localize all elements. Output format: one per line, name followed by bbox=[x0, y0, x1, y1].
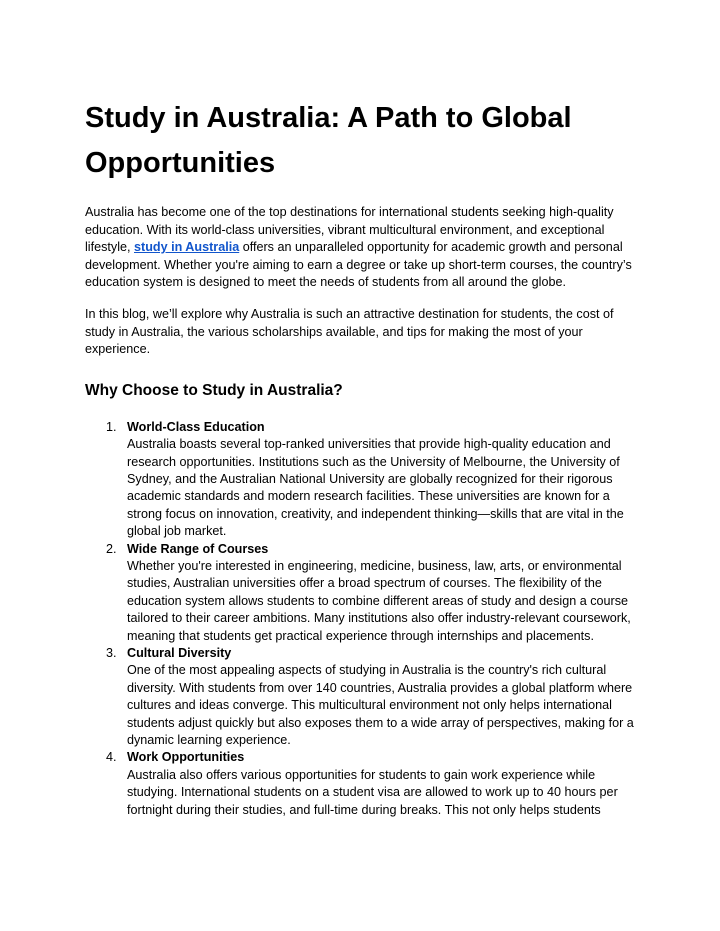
intro-text-after-link: offers an unparalleled opportunity for academic growth and personal development. Whether you're aiming to earn a degree or take up short-term courses, the country’s education system is designed to meet the needs of students from all around the globe. bbox=[85, 240, 632, 290]
list-item-heading: World-Class Education bbox=[127, 419, 265, 434]
list-item bbox=[85, 541, 640, 645]
intro-paragraph bbox=[85, 204, 640, 292]
list-item-number: 2. bbox=[106, 541, 117, 556]
page-title: Study in Australia: A Path to Global Opportunities bbox=[85, 102, 572, 179]
overview-paragraph: In this blog, we’ll explore why Australia is such an attractive destination for students, the cost of study in Australia, the various scholarships available, and tips for making the most of your experience. bbox=[85, 306, 614, 357]
list-item-heading: Wide Range of Courses bbox=[127, 541, 269, 556]
list-item-heading: Cultural Diversity bbox=[127, 646, 232, 661]
list-item bbox=[85, 645, 640, 749]
list-item-number: 3. bbox=[106, 646, 117, 661]
list-item-body: Whether you're interested in engineering, medicine, business, law, arts, or environmental studies, Australian universities offer a broad spectrum of courses. The flexibility of the education system allows students to combine different areas of study and design a course tailored to their career ambitions. Many institutions also offer industry-relevant coursework, meaning that students get practical experience through internships and placements. bbox=[127, 559, 631, 643]
reasons-list bbox=[85, 419, 640, 819]
list-item-body: Australia boasts several top-ranked universities that provide high-quality education and research opportunities. Institutions such as the University of Melbourne, the University of Sydney, and the Australian National University are globally recognized for their rigorous academic standards and modern research facilities. These universities are known for a strong focus on innovation, creativity, and independent thinking—skills that are vital in the global job market. bbox=[127, 437, 624, 539]
section-heading: Why Choose to Study in Australia? bbox=[85, 381, 343, 399]
study-in-australia-link[interactable]: study in Australia bbox=[134, 240, 240, 255]
list-item bbox=[85, 749, 640, 819]
list-item-number: 1. bbox=[106, 419, 117, 434]
list-item-number: 4. bbox=[106, 750, 117, 765]
list-item-body: One of the most appealing aspects of studying in Australia is the country's rich cultural diversity. With students from over 140 countries, Australia provides a global platform where cultures and ideas converge. This multicultural environment not only helps international students adjust quickly but also exposes them to a wide array of perspectives, making for a dynamic learning experience. bbox=[127, 663, 634, 748]
list-item bbox=[85, 419, 640, 541]
intro-text-before-link: Australia has become one of the top destinations for international students seeking high-quality education. With its world-class universities, vibrant multicultural environment, and exceptional lifestyle, bbox=[85, 205, 614, 255]
list-item-heading: Work Opportunities bbox=[127, 750, 245, 765]
list-item-body: Australia also offers various opportunities for students to gain work experience while studying. International students on a student visa are allowed to work up to 40 hours per fortnight during their studies, and full-time during breaks. This not only helps students bbox=[127, 767, 618, 817]
